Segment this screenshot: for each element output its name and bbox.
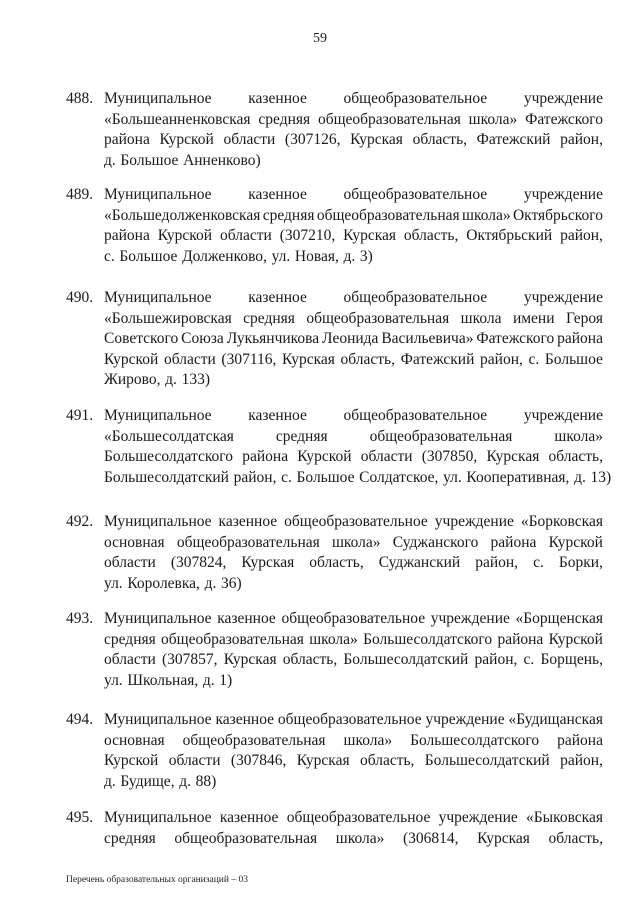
entry-number: 488. <box>66 90 94 107</box>
entry-line: «Большедолженковская средняя общеобразовательная школа» Октябрьского <box>104 206 603 224</box>
list-item <box>66 512 603 594</box>
list-item <box>66 185 603 267</box>
entry-line: средняя общеобразовательная школа» Большесолдатского района Курской <box>104 630 603 648</box>
entry-line: ул. Школьная, д. 1) <box>104 671 233 689</box>
page-number: 59 <box>313 31 327 46</box>
entry-line: ул. Королевка, д. 36) <box>104 574 242 592</box>
entry-number: 495. <box>66 809 94 826</box>
entry-line: д. Большое Анненково) <box>104 151 261 169</box>
entry-number: 492. <box>66 513 94 530</box>
entry-line: Муниципальное казенное общеобразовательное учреждение «Борщенская <box>104 610 603 627</box>
entry-line: Муниципальное казенное общеобразовательное учреждение <box>104 407 603 424</box>
entry-text <box>104 89 603 171</box>
entry-text <box>104 609 603 691</box>
entry-text <box>104 406 612 488</box>
entry-number: 494. <box>66 711 94 728</box>
entry-line: района Курской области (307126, Курская область, Фатежский район, <box>104 131 603 148</box>
entry-line: Большесолдатского района Курской области (307850, Курская область, <box>104 448 603 465</box>
entry-line: Большесолдатский район, с. Большое Солдатское, ул. Кооперативная, д. 13) <box>104 468 612 486</box>
entry-text <box>104 710 603 792</box>
entry-line: д. Будище, д. 88) <box>104 772 217 790</box>
list-item <box>66 808 603 849</box>
entry-line: основная общеобразовательная школа» Большесолдатского района <box>104 731 603 749</box>
entry-line: основная общеобразовательная школа» Суджанского района Курской <box>104 533 603 551</box>
entry-text <box>104 512 603 594</box>
entry-number: 489. <box>66 186 94 203</box>
entry-text <box>104 288 603 391</box>
entry-line: Муниципальное казенное общеобразовательное учреждение <box>104 289 603 306</box>
entry-number: 493. <box>66 610 94 627</box>
entry-line: «Большеанненковская средняя общеобразовательная школа» Фатежского <box>104 110 603 128</box>
list-item <box>66 406 612 488</box>
entry-line: Муниципальное казенное общеобразовательное учреждение <box>104 90 603 107</box>
entry-line: средняя общеобразовательная школа» (306814, Курская область, <box>104 829 603 847</box>
entry-text <box>104 808 603 849</box>
list-item <box>66 89 603 171</box>
entry-line: Муниципальное казенное общеобразовательное учреждение «Быковская <box>104 809 603 826</box>
entry-line: Курской области (307846, Курская область, Большесолдатский район, <box>104 752 603 769</box>
list-item <box>66 288 603 391</box>
entry-line: Жирово, д. 133) <box>104 371 210 388</box>
entry-line: Муниципальное казенное общеобразовательное учреждение <box>104 186 603 203</box>
entry-number: 491. <box>66 407 94 424</box>
entry-line: Муниципальное казенное общеобразовательное учреждение «Будищанская <box>104 711 603 728</box>
entry-line: с. Большое Долженково, ул. Новая, д. 3) <box>104 247 373 265</box>
list-item <box>66 609 603 691</box>
entry-number: 490. <box>66 289 94 306</box>
entry-line: Курской области (307116, Курская область, Фатежский район, с. Большое <box>104 350 603 368</box>
entry-line: Муниципальное казенное общеобразовательное учреждение «Борковская <box>104 513 603 530</box>
entry-line: области (307824, Курская область, Суджанский район, с. Борки, <box>104 554 603 571</box>
entry-line: Советского Союза Лукьянчикова Леонида Васильевича» Фатежского района <box>104 330 603 347</box>
entry-line: «Большежировская средняя общеобразовательная школа имени Героя <box>104 309 603 327</box>
entry-line: «Большесолдатская средняя общеобразовательная школа» <box>104 427 603 445</box>
list-item <box>66 710 603 792</box>
footer-text: Перечень образовательных организаций – 03 <box>66 875 248 885</box>
entry-line: области (307857, Курская область, Большесолдатский район, с. Борщень, <box>104 651 603 668</box>
entry-text <box>104 185 603 267</box>
entry-line: района Курской области (307210, Курская область, Октябрьский район, <box>104 227 603 244</box>
